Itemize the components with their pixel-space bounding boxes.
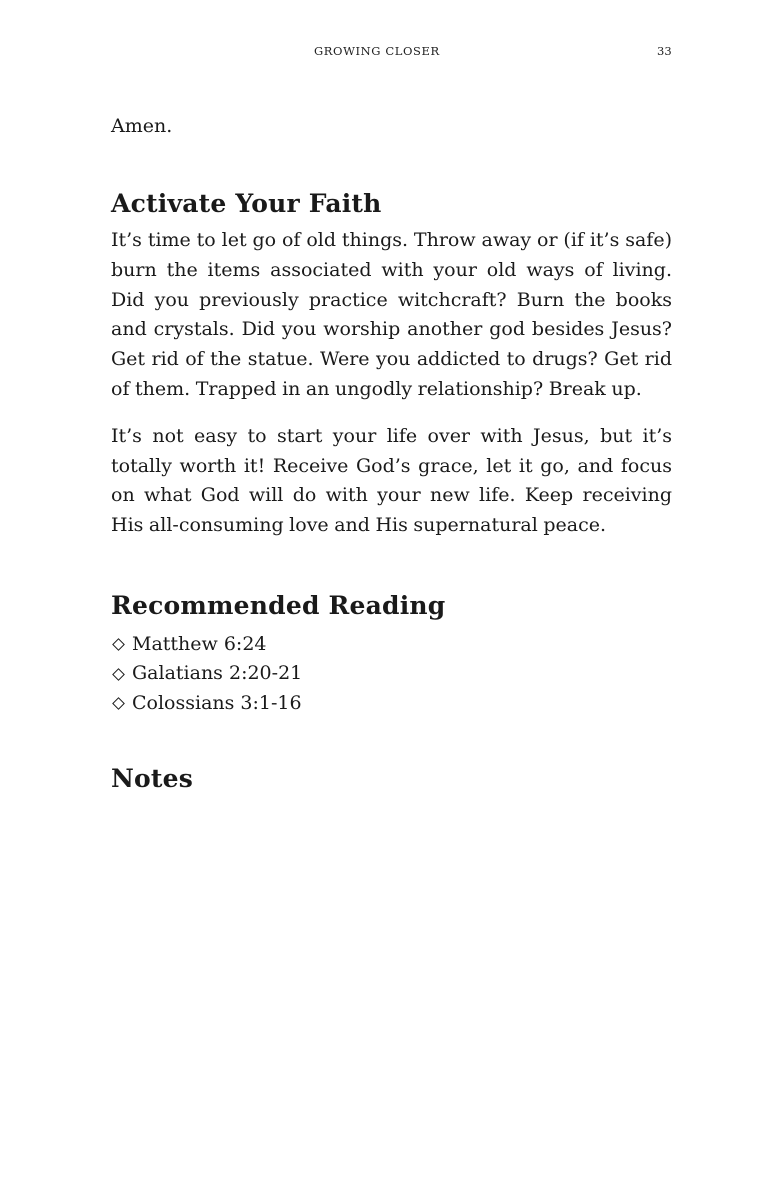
page-body — [111, 112, 672, 795]
reading-item-label: Colossians 3:1-16 — [132, 691, 302, 714]
recommended-reading-heading: Recommended Reading — [111, 590, 446, 620]
running-title: GROWING CLOSER — [314, 44, 440, 58]
list-item — [111, 659, 672, 689]
page-number: 33 — [657, 44, 672, 58]
diamond-bullet-icon — [112, 638, 125, 651]
diamond-bullet-icon — [112, 697, 125, 710]
closing-amen: Amen. — [111, 115, 173, 137]
activate-faith-heading: Activate Your Faith — [111, 189, 382, 218]
notes-heading: Notes — [111, 764, 194, 794]
activate-paragraph-1: It’s time to let go of old things. Throw away or (if it’s safe) burn the items associated with your old ways of living. Did you previously practice witchcraft? Burn the books and crystals. Did you worship another god besides Jesus? Get rid of the statue. Were you addicted to drugs? Get rid of them. Trapped in an ungodly relationship? Break up. — [111, 229, 672, 400]
page-header — [0, 44, 768, 62]
list-item — [111, 630, 672, 660]
reading-item-label: Matthew 6:24 — [132, 632, 267, 655]
activate-paragraph-2: It’s not easy to start your life over with Jesus, but it’s totally worth it! Receive God’s grace, let it go, and focus on what God will do with your new life. Keep receiving His all-consuming love and His supernatural peace. — [111, 424, 672, 537]
reading-item-label: Galatians 2:20-21 — [132, 662, 303, 685]
diamond-bullet-icon — [112, 668, 125, 681]
reading-list — [111, 630, 672, 719]
list-item — [111, 689, 672, 719]
